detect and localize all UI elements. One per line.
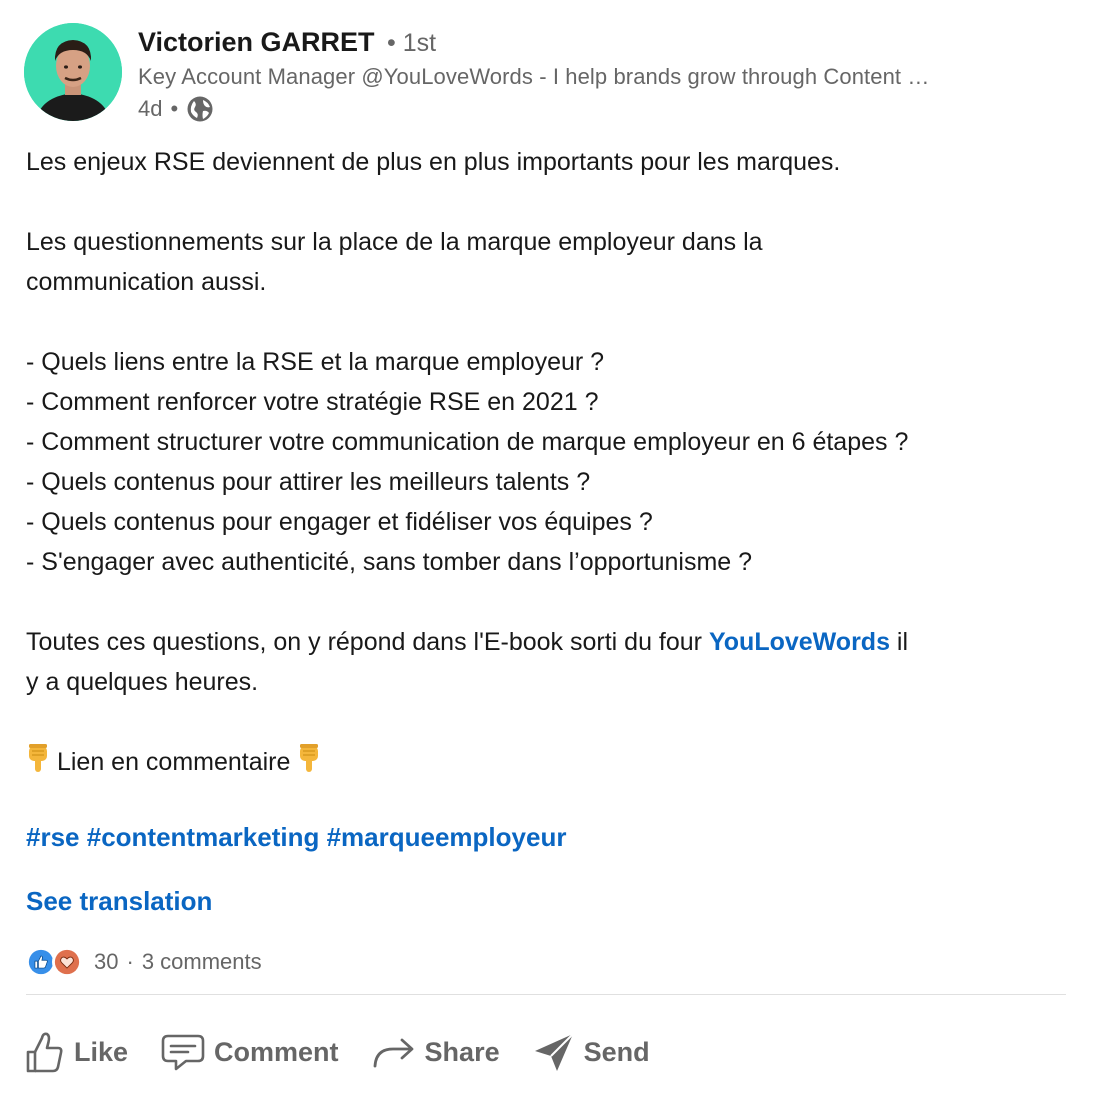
globe-icon — [186, 95, 214, 123]
post-line: - Quels liens entre la RSE et la marque employeur ? — [26, 348, 605, 376]
share-button[interactable] — [371, 1032, 500, 1072]
like-button[interactable] — [24, 1030, 128, 1074]
send-button[interactable] — [532, 1030, 650, 1074]
comment-label: Comment — [214, 1036, 339, 1067]
post-line: communication aussi. — [26, 268, 267, 296]
post-line: - Quels contenus pour engager et fidéliser vos équipes ? — [26, 508, 653, 536]
thumbs-up-icon — [24, 1030, 66, 1074]
avatar-photo — [24, 23, 122, 121]
post-line: - Comment structurer votre communication de marque employeur en 6 étapes ? — [26, 428, 909, 456]
post-line-blank — [26, 582, 1076, 622]
post-line: - S'engager avec authenticité, sans tomber dans l’opportunisme ? — [26, 548, 753, 576]
see-translation-button[interactable]: See translation — [26, 886, 213, 916]
social-counts — [26, 944, 262, 980]
send-icon — [532, 1030, 576, 1074]
social-action-bar — [24, 1024, 682, 1080]
post-line: Les enjeux RSE deviennent de plus en plus importants pour les marques. — [26, 148, 841, 176]
author-name[interactable]: Victorien GARRET — [138, 27, 375, 57]
post-line: - Quels contenus pour attirer les meilleurs talents ? — [26, 468, 591, 496]
post-line-link — [26, 742, 1076, 782]
cta-text: Toutes ces questions, on y répond dans l'E-book sorti du four — [26, 628, 709, 656]
post-line-blank — [26, 182, 1076, 222]
post-line: Les questionnements sur la place de la marque employeur dans la — [26, 228, 763, 256]
meta-separator: • — [170, 96, 179, 121]
send-label: Send — [583, 1036, 650, 1067]
pointing-down-emoji-icon — [26, 744, 50, 774]
post-line-cta — [26, 622, 1076, 662]
post-time[interactable]: 4d — [138, 96, 163, 121]
comment-button[interactable] — [160, 1032, 339, 1072]
like-label: Like — [74, 1036, 129, 1067]
link-in-comment-text: Lien en commentaire — [56, 748, 291, 776]
comments-count[interactable]: 3 comments — [141, 949, 262, 974]
hashtag-link[interactable]: #rse — [26, 822, 80, 852]
comment-icon — [160, 1032, 206, 1072]
post-commentary — [26, 142, 1076, 782]
post-meta — [138, 94, 214, 124]
reaction-count[interactable]: 30 — [94, 949, 119, 974]
hashtags — [26, 822, 566, 853]
pointing-down-emoji-icon — [297, 744, 321, 774]
hashtag-link[interactable]: #marqueemployeur — [326, 822, 567, 852]
post-line: y a quelques heures. — [26, 668, 259, 696]
hashtag-link[interactable]: #contentmarketing — [86, 822, 320, 852]
counts-separator: · — [126, 949, 134, 974]
author-avatar[interactable] — [24, 23, 122, 121]
post-line-blank — [26, 702, 1076, 742]
love-reaction-icon — [52, 947, 82, 977]
share-label: Share — [424, 1036, 500, 1067]
divider — [26, 994, 1066, 995]
post-line: - Comment renforcer votre stratégie RSE en 2021 ? — [26, 388, 599, 416]
company-mention-link[interactable]: YouLoveWords — [708, 628, 890, 656]
cta-text-end: il — [889, 628, 909, 656]
author-headline: Key Account Manager @YouLoveWords - I help brands grow through Content … — [138, 64, 930, 89]
post-line-blank — [26, 302, 1076, 342]
share-icon — [371, 1032, 417, 1072]
connection-degree: • 1st — [387, 29, 437, 57]
reaction-icons[interactable] — [26, 947, 82, 977]
